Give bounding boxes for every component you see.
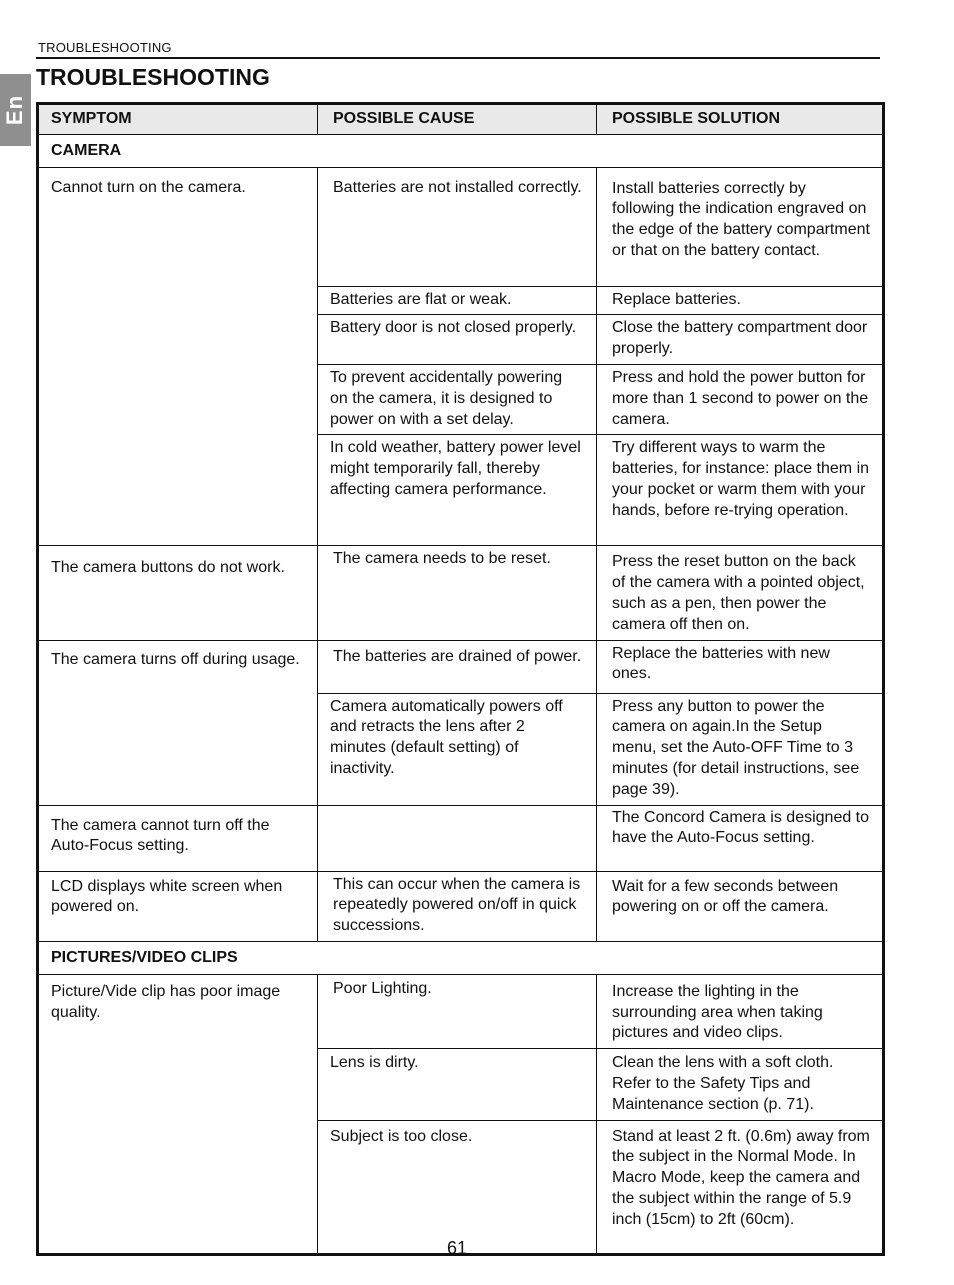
page-number: 61 [446,1238,468,1258]
solution-cell: Install batteries correctly by following the indication engraved on the edge of the battery compartment or that on the battery contact. [597,167,884,286]
solution-cell: Replace the batteries with new ones. [597,640,884,693]
symptom-cell: The camera turns off during usage. [38,640,318,805]
cause-cell: The batteries are drained of power. [318,640,597,693]
header-rule [36,57,880,59]
solution-cell: Press the reset button on the back of the camera with a pointed object, such as a pen, then power the camera off then on. [597,546,884,640]
table-row [38,640,884,693]
cause-cell: To prevent accidentally powering on the camera, it is designed to power on with a set delay. [318,364,597,434]
column-header-cause: POSSIBLE CAUSE [318,104,597,135]
table-row [38,546,884,640]
solution-cell: Press any button to power the camera on again.In the Setup menu, set the Auto-OFF Time to 3 minutes (for detail instructions, see page 39). [597,693,884,805]
table-row [38,974,884,1048]
cause-cell: This can occur when the camera is repeatedly powered on/off in quick successions. [318,871,597,941]
symptom-cell: Picture/Vide clip has poor image quality. [38,974,318,1254]
table-row [38,167,884,286]
cause-cell: Poor Lighting. [318,974,597,1048]
solution-cell: Press and hold the power button for more than 1 second to power on the camera. [597,364,884,434]
symptom-cell: The camera buttons do not work. [38,546,318,640]
column-header-symptom: SYMPTOM [38,104,318,135]
solution-cell: Clean the lens with a soft cloth. Refer to the Safety Tips and Maintenance section (p. 71). [597,1049,884,1120]
cause-cell: Lens is dirty. [318,1049,597,1120]
solution-cell: Wait for a few seconds between powering on or off the camera. [597,871,884,941]
cause-cell: Battery door is not closed properly. [318,315,597,365]
solution-cell: Increase the lighting in the surrounding area when taking pictures and video clips. [597,974,884,1048]
cause-cell: Camera automatically powers off and retracts the lens after 2 minutes (default setting) of inactivity. [318,693,597,805]
solution-cell: The Concord Camera is designed to have the Auto-Focus setting. [597,805,884,871]
table-header-row [38,104,884,135]
solution-cell: Try different ways to warm the batteries, for instance: place them in your pocket or warm them with your hands, before re-trying operation. [597,435,884,546]
section-title-pictures: PICTURES/VIDEO CLIPS [38,941,884,974]
symptom-cell: The camera cannot turn off the Auto-Focus setting. [38,805,318,871]
symptom-cell: LCD displays white screen when powered on. [38,871,318,941]
page-title: TROUBLESHOOTING [36,64,270,90]
cause-cell: In cold weather, battery power level might temporarily fall, thereby affecting camera performance. [318,435,597,546]
solution-cell: Replace batteries. [597,286,884,315]
troubleshooting-table [36,102,885,1256]
language-tab [0,74,31,146]
running-head: TROUBLESHOOTING [38,40,172,55]
section-row [38,134,884,167]
cause-cell [318,805,597,871]
symptom-cell: Cannot turn on the camera. [38,167,318,546]
column-header-solution: POSSIBLE SOLUTION [597,104,884,135]
solution-cell: Close the battery compartment door properly. [597,315,884,365]
table-row [38,871,884,941]
cause-cell: Subject is too close. [318,1120,597,1254]
section-row [38,941,884,974]
cause-cell: Batteries are not installed correctly. [318,167,597,286]
cause-cell: Batteries are flat or weak. [318,286,597,315]
table-row [38,805,884,871]
section-title-camera: CAMERA [38,134,884,167]
cause-cell: The camera needs to be reset. [318,546,597,640]
solution-cell: Stand at least 2 ft. (0.6m) away from the subject in the Normal Mode. In Macro Mode, keep the camera and the subject within the range of 5.9 inch (15cm) to 2ft (60cm). [597,1120,884,1254]
language-tab-label: En [2,94,28,126]
